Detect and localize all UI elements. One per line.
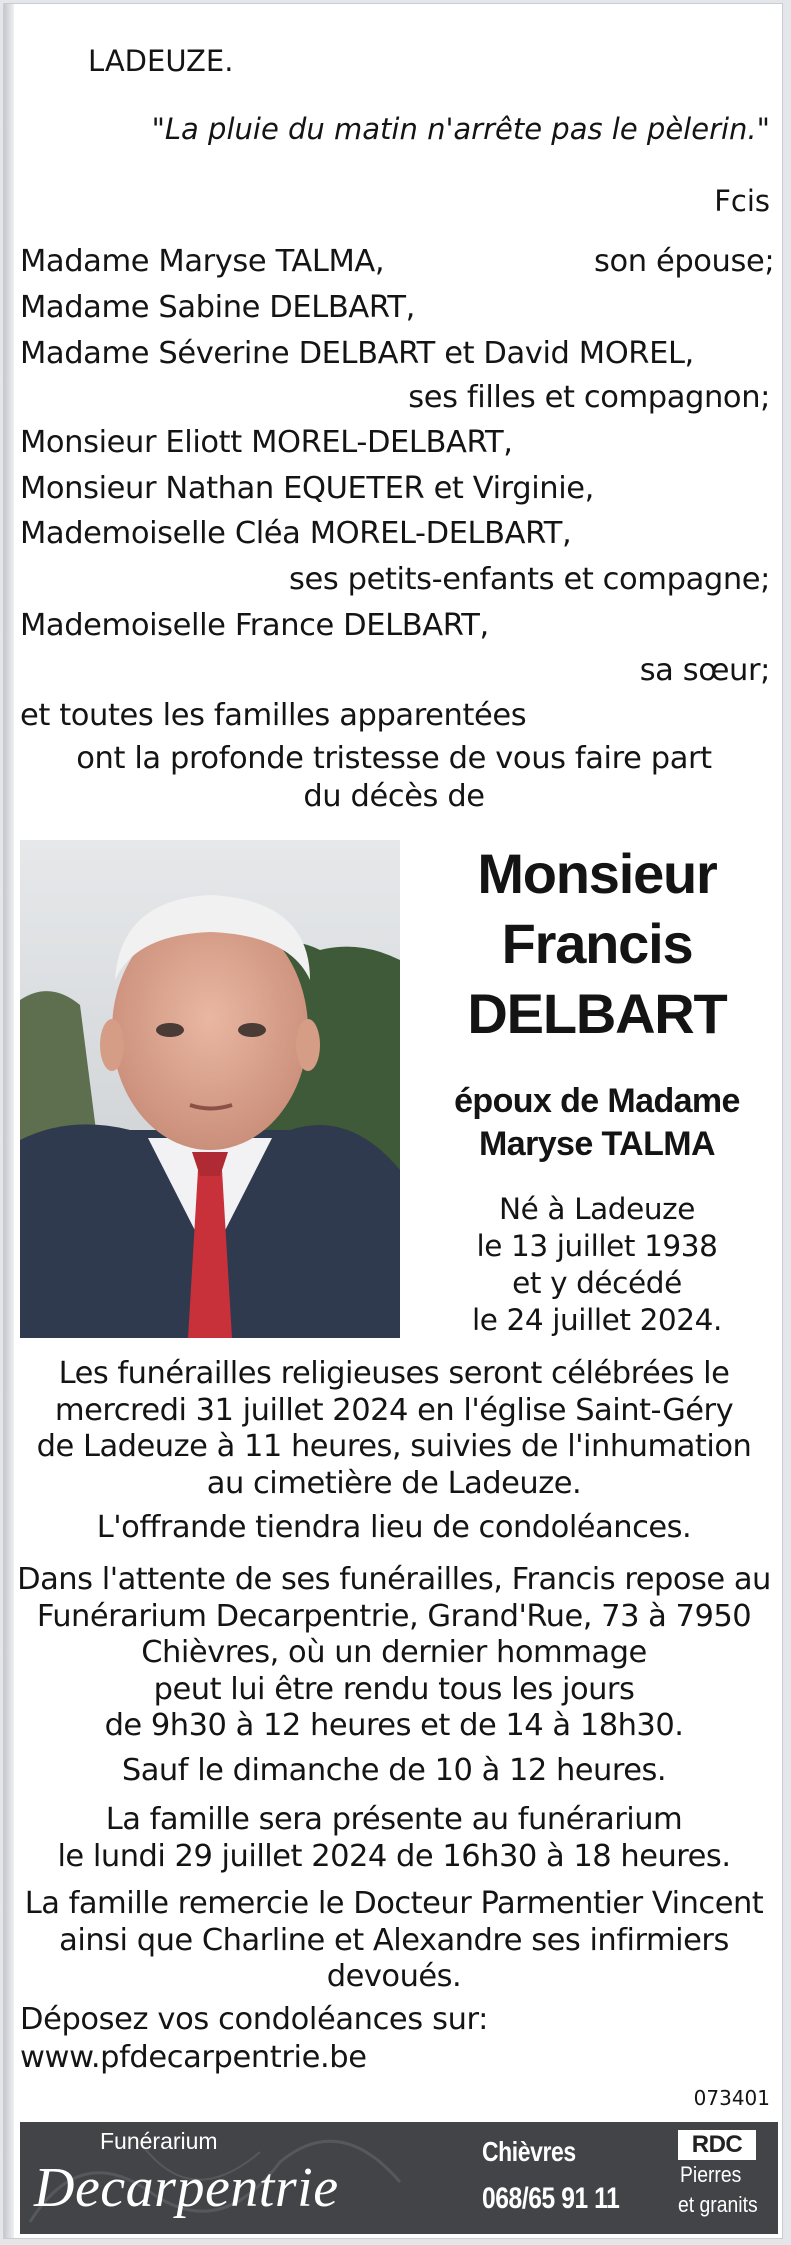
spouse-line-2: Maryse TALMA <box>479 1125 715 1163</box>
sunday-paragraph: Sauf le dimanche de 10 à 12 heures. <box>121 1753 667 1788</box>
portrait-photo <box>20 840 400 1338</box>
grandchild-2: Monsieur Nathan EQUETER et Virginie, <box>20 471 594 506</box>
banner-subtitle: Funérarium <box>100 2128 218 2154</box>
banner-city: Chièvres <box>482 2136 576 2167</box>
birth-date: le 13 juillet 1938 <box>476 1229 718 1263</box>
banner-tagline-2: et granits <box>678 2192 758 2217</box>
funeral-line: de Ladeuze à 11 heures, suivies de l'inhumation <box>36 1429 752 1464</box>
daughter-1: Madame Sabine DELBART, <box>20 290 415 325</box>
death-date: le 24 juillet 2024. <box>471 1303 723 1337</box>
funeral-line: mercredi 31 juillet 2024 en l'église Saint-Géry <box>54 1392 734 1428</box>
reference-number: 073401 <box>693 2086 770 2110</box>
spouse-line-1: époux de Madame <box>454 1082 740 1120</box>
sister-name: Mademoiselle France DELBART, <box>20 608 489 643</box>
thanks-line: La famille remercie le Docteur Parmentier Vincent <box>24 1886 764 1921</box>
rest-line: Funérarium Decarpentrie, Grand'Rue, 73 à 7950 <box>36 1598 752 1634</box>
rest-paragraph <box>4 1562 784 1745</box>
thanks-line: devoués. <box>326 1959 462 1994</box>
deceased-last-name: DELBART <box>467 982 727 1045</box>
banner-name: Decarpentrie <box>34 2157 339 2219</box>
birth-death-block <box>410 1191 784 1339</box>
birth-place: Né à Ladeuze <box>499 1192 695 1226</box>
funeral-home-banner <box>20 2122 778 2234</box>
funeral-line: Les funérailles religieuses seront célébrées le <box>58 1356 730 1391</box>
presence-line: le lundi 29 juillet 2024 de 16h30 à 18 heures. <box>57 1838 731 1874</box>
condolences-link[interactable]: www.pfdecarpentrie.be <box>20 2040 367 2075</box>
daughters-role: ses filles et compagnon; <box>408 380 770 415</box>
announcement-line-2: du décès de <box>303 779 485 814</box>
banner-tagline-1: Pierres <box>680 2162 742 2187</box>
thanks-paragraph <box>4 1886 784 1996</box>
spouse-role: son épouse; <box>594 244 775 279</box>
grandchildren-role: ses petits-enfants et compagne; <box>289 562 770 597</box>
presence-paragraph <box>4 1802 784 1875</box>
rest-line: Dans l'attente de ses funérailles, Francis repose au <box>17 1562 771 1597</box>
deceased-name-block <box>410 839 784 1049</box>
announcement-line-1: ont la profonde tristesse de vous faire part <box>76 741 712 776</box>
deceased-title: Monsieur <box>477 842 717 905</box>
grandchild-1: Monsieur Eliott MOREL-DELBART, <box>20 425 513 460</box>
rdc-logo: RDC <box>678 2130 756 2160</box>
rest-line: peut lui être rendu tous les jours <box>153 1671 635 1707</box>
grandchild-3: Mademoiselle Cléa MOREL-DELBART, <box>20 516 572 551</box>
place-heading: LADEUZE. <box>88 44 234 78</box>
epigraph-quote: "La pluie du matin n'arrête pas le pèlerin." <box>151 112 770 146</box>
spouse-block <box>410 1080 784 1166</box>
funeral-paragraph <box>4 1356 784 1502</box>
obituary-notice <box>3 3 783 2239</box>
banner-phone[interactable]: 068/65 91 11 <box>482 2182 620 2215</box>
relatives-line: et toutes les familles apparentées <box>20 698 527 733</box>
spouse-name: Madame Maryse TALMA, <box>20 244 385 279</box>
presence-line: La famille sera présente au funérarium <box>105 1802 683 1837</box>
sister-role: sa sœur; <box>639 653 770 688</box>
rest-line: de 9h30 à 12 heures et de 14 à 18h30. <box>104 1708 684 1743</box>
signature: Fcis <box>714 184 770 218</box>
daughter-2: Madame Séverine DELBART et David MOREL, <box>20 336 694 371</box>
death-place: et y décédé <box>512 1266 682 1300</box>
rest-line: Chièvres, où un dernier hommage <box>141 1635 647 1670</box>
portrait-illustration <box>20 840 400 1338</box>
deceased-first-name: Francis <box>501 912 693 975</box>
funeral-line: au cimetière de Ladeuze. <box>206 1465 582 1501</box>
thanks-line: ainsi que Charline et Alexandre ses infirmiers <box>59 1922 729 1958</box>
offering-paragraph: L'offrande tiendra lieu de condoléances. <box>96 1510 692 1545</box>
condolences-label: Déposez vos condoléances sur: <box>20 2002 488 2037</box>
